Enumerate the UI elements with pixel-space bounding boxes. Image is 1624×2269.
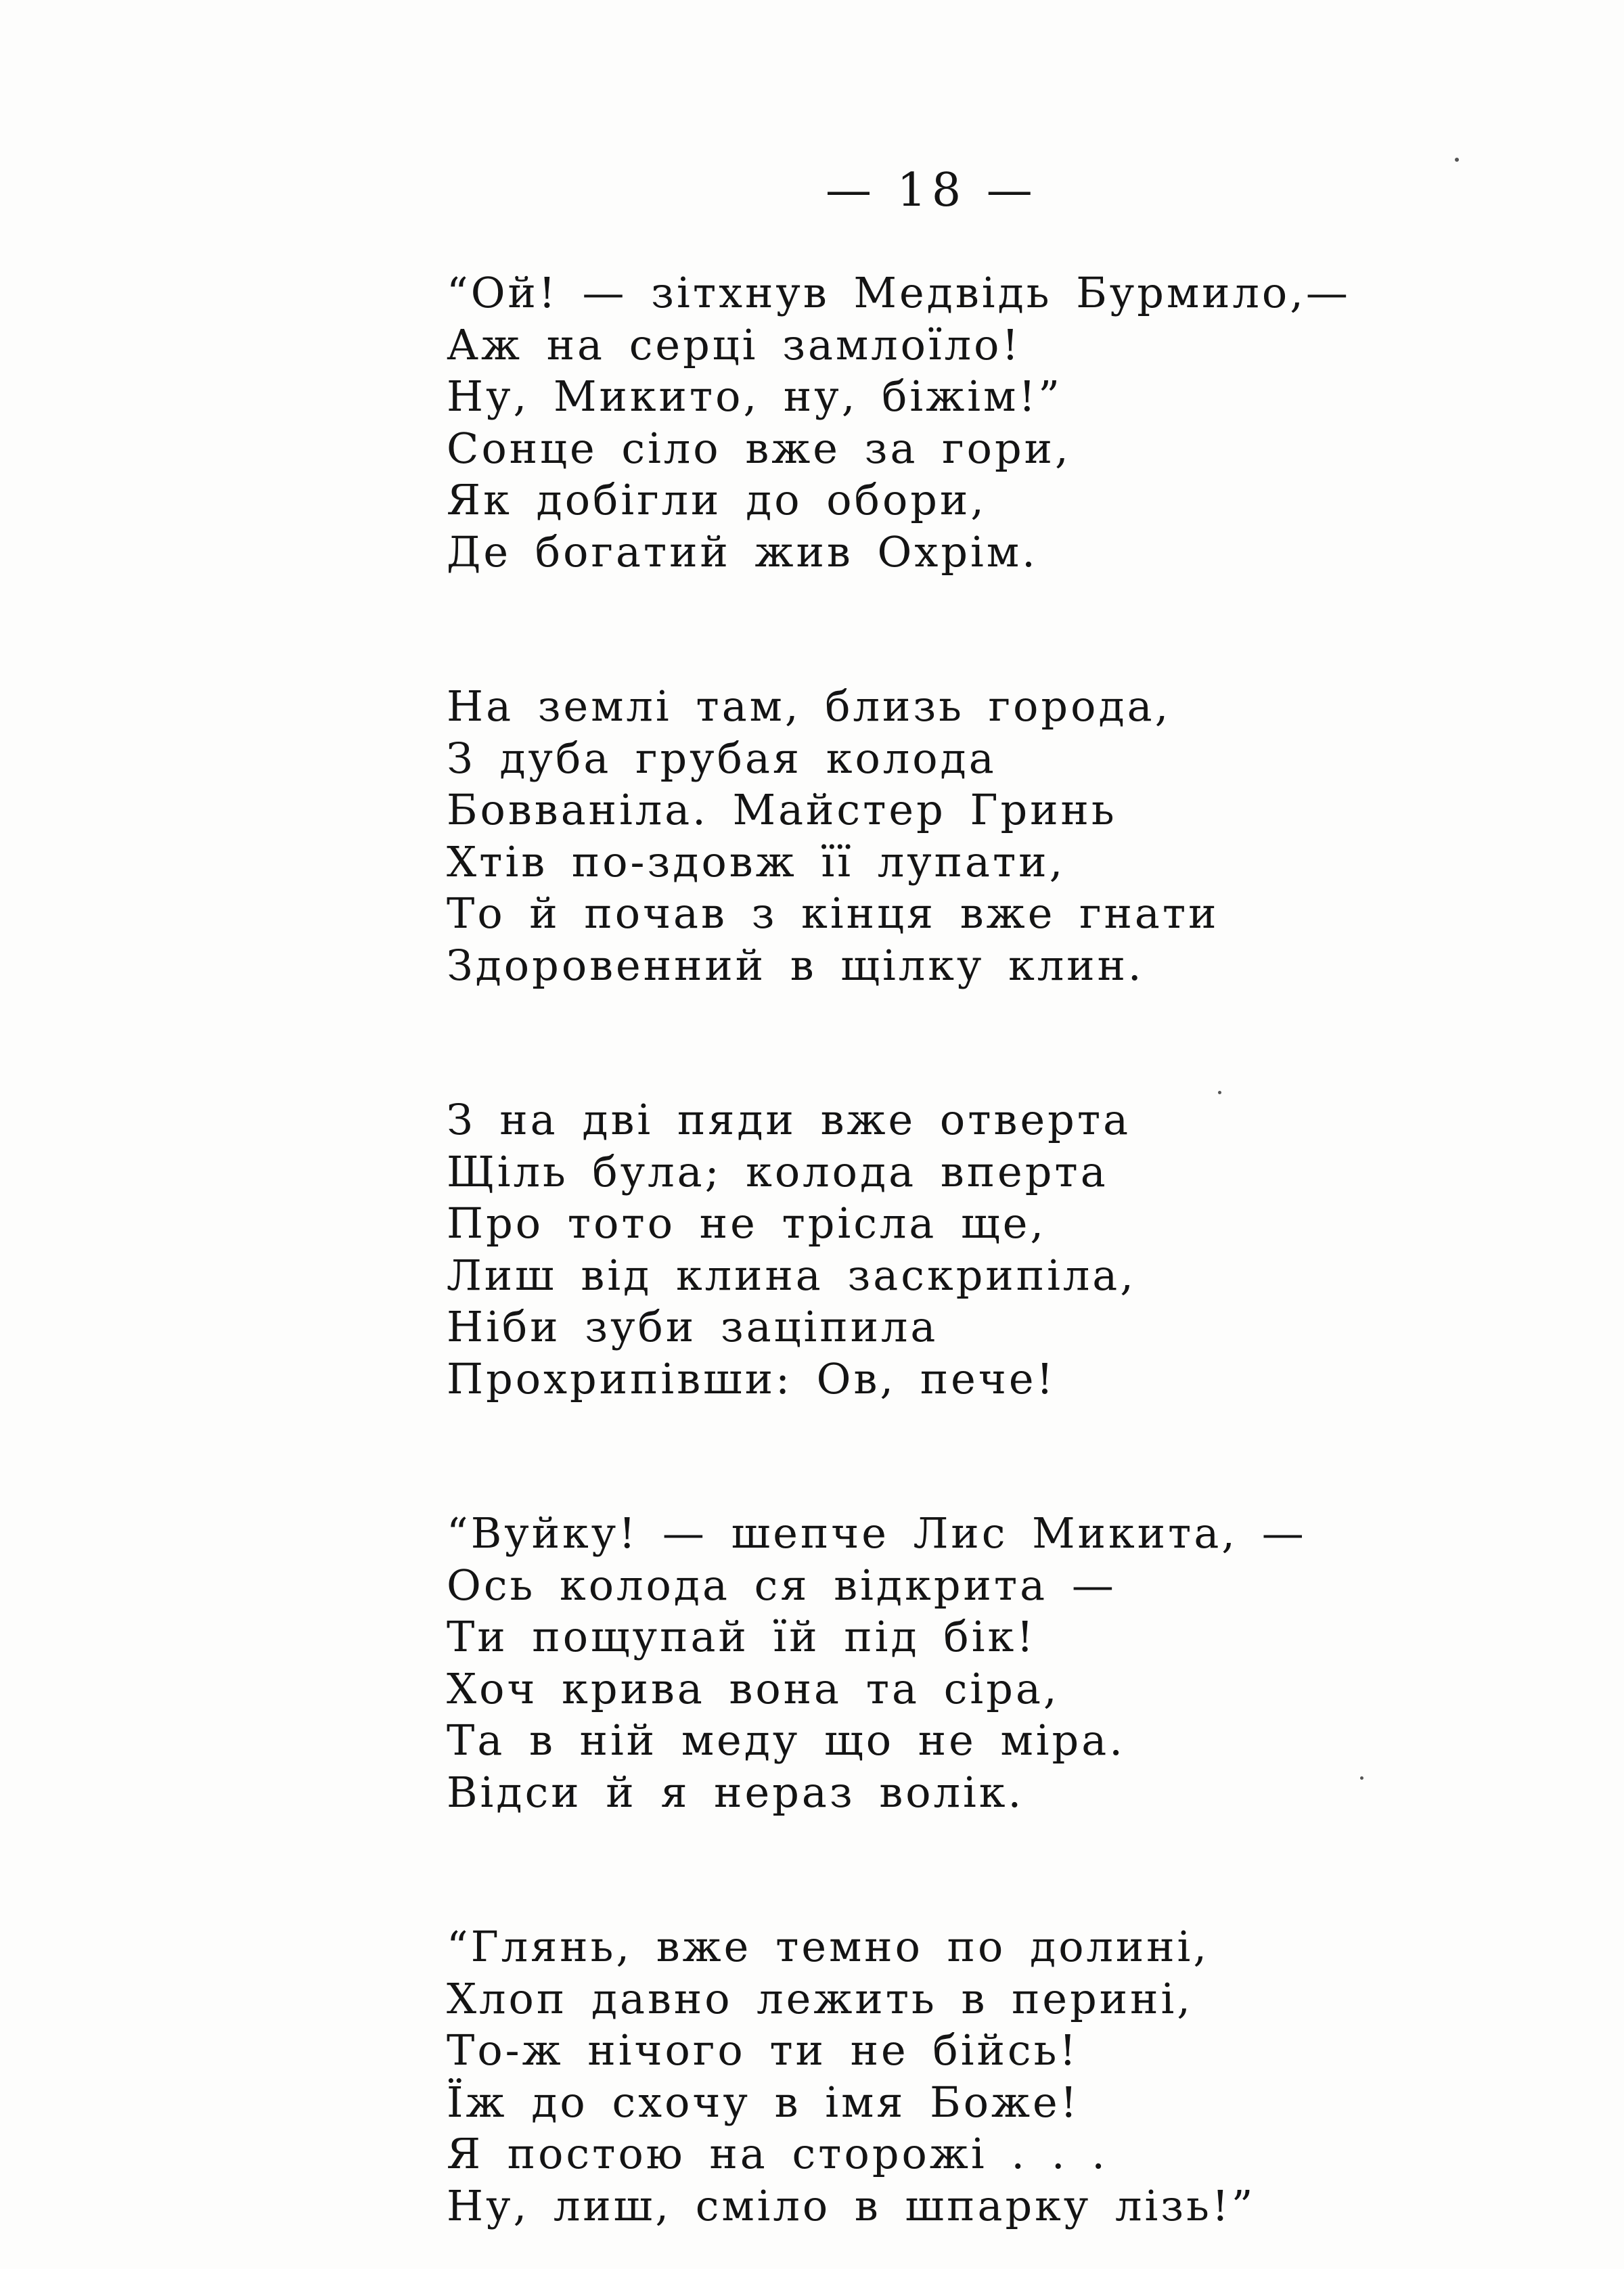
poem-line: З дуба грубая колода xyxy=(447,733,997,783)
poem-line: Щіль була; колода вперта xyxy=(447,1146,1108,1196)
poem-line: З на дві пяди вже отверта xyxy=(447,1095,1131,1144)
poem-line: “Глянь, вже темно по долині, xyxy=(447,1922,1210,1971)
poem-line: Ти пощупай їй під бік! xyxy=(447,1612,1037,1661)
poem-line: То й почав з кінця вже гнати xyxy=(447,889,1219,938)
stanza xyxy=(447,1508,1462,1818)
page-number: — 18 — xyxy=(826,164,1038,217)
poem-line: Хлоп давно лежить в перині, xyxy=(447,1973,1193,2023)
poem-line: “Ой! — зітхнув Медвідь Бурмило,— xyxy=(447,268,1351,317)
poem-line: Про тото не трісла ще, xyxy=(447,1198,1047,1248)
poem-line: Ніби зуби заціпила xyxy=(447,1302,939,1351)
scan-speck xyxy=(1360,1776,1363,1780)
poem-line: То-ж нічого ти не бійсь! xyxy=(447,2025,1079,2075)
poem-line: Ось колода ся відкрита — xyxy=(447,1560,1116,1610)
poem-line: Ну, лиш, сміло в шпарку лізь!” xyxy=(447,2180,1256,2230)
poem-line: Бовваніла. Майстер Гринь xyxy=(447,785,1117,834)
poem-line: Прохрипівши: Ов, пече! xyxy=(447,1353,1056,1403)
poem-line: Сонце сіло вже за гори, xyxy=(447,423,1071,473)
stanza xyxy=(447,681,1462,991)
stanza xyxy=(447,267,1462,578)
stanza xyxy=(447,1094,1462,1405)
poem-line: Я постою на сторожі . . . xyxy=(447,2129,1108,2178)
poem-line: Лиш від клина заскрипіла, xyxy=(447,1250,1136,1300)
poem-line: Як добігли до обори, xyxy=(447,475,987,524)
poem-line: Хоч крива вона та сіра, xyxy=(447,1663,1060,1713)
poem-line: Хтів по-здовж її лупати, xyxy=(447,836,1066,886)
scan-speck xyxy=(1455,158,1459,162)
scan-speck xyxy=(1218,1091,1221,1094)
poem-line: “Вуйку! — шепче Лис Микита, — xyxy=(447,1508,1307,1558)
poem-line: Та в ній меду що не міра. xyxy=(447,1715,1125,1765)
stanza xyxy=(447,1921,1462,2232)
poem-line: Здоровенний в щілку клин. xyxy=(447,940,1144,990)
poem-line: Аж на серці замлоїло! xyxy=(447,319,1022,369)
poem-text xyxy=(447,267,1462,2232)
poem-line: На землі там, близь города, xyxy=(447,681,1171,731)
poem-line: Де богатий жив Охрім. xyxy=(447,526,1038,577)
poem-line: Відси й я нераз волік. xyxy=(447,1767,1024,1817)
poem-line: Ну, Микито, ну, біжім!” xyxy=(447,372,1062,421)
poem-line: Їж до схочу в імя Боже! xyxy=(447,2077,1080,2127)
